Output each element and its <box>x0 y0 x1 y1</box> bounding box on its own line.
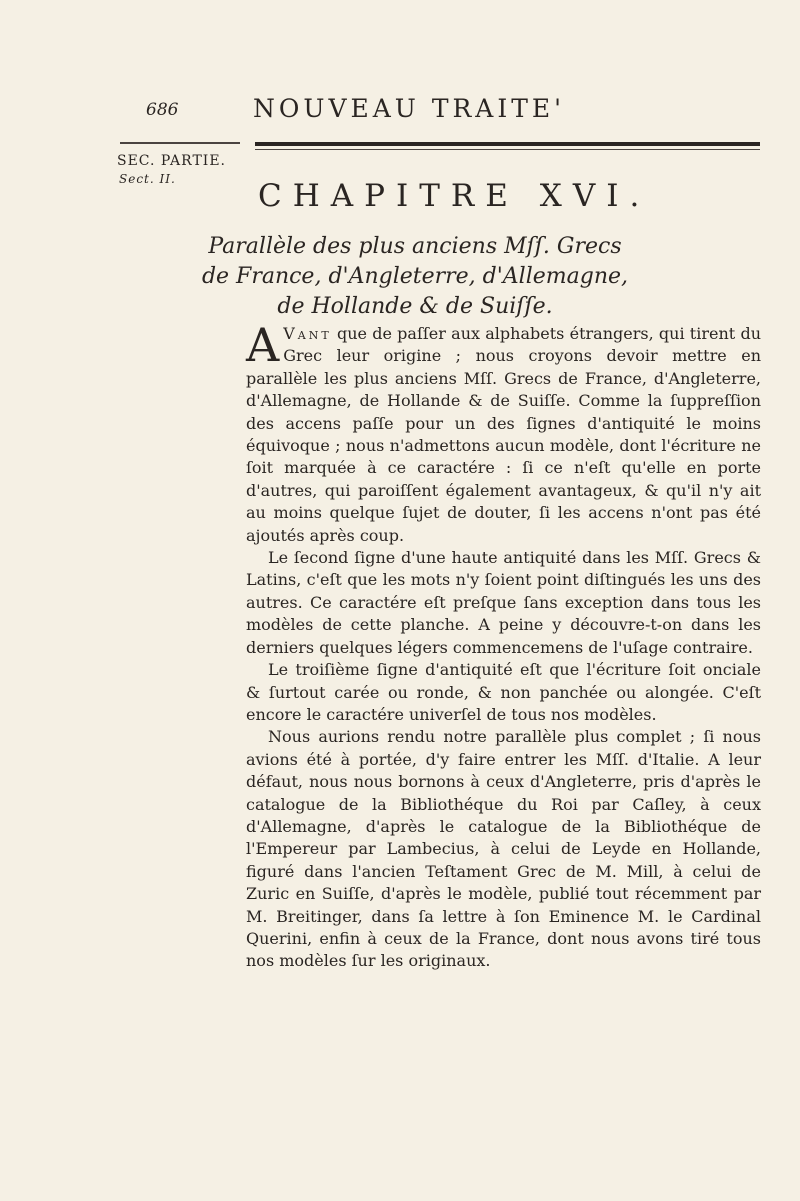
paragraph-2: Le ſecond ſigne d'une haute antiquité dans les Mſſ. Grecs & Latins, c'eſt que les mots n'y ſoient point diſtingués les uns des autres. Ce caractére eſt preſque ſans exception dans tous les modèles de cette planche. A peine y découvre-t-on dans les derniers quelques légers commencemens de l'uſage contraire. <box>246 548 761 657</box>
paragraph-1-text: que de paſſer aux alphabets étrangers, qui tirent du Grec leur origine ; nous croyons devoir mettre en parallèle les plus anciens Mſſ. Grecs de France, d'Angleterre, d'Allemagne, de Hollande & de Suiſſe. Comme la ſuppreſſion des accens paſſe pour un des ſignes d'antiquité le moins équivoque ; nous n'admettons aucun modèle, dont l'écriture ne ſoit marquée à ce caractére : ſi ce n'eſt qu'elle en porte d'autres, qui paroiſſent également avantageux, & qu'il n'y ait au moins quelque ſujet de douter, ſi les accens n'ont pas été ajoutés après coup. <box>246 324 761 545</box>
header-rule-thin <box>255 149 760 150</box>
margin-section-label: Sect. II. <box>119 172 176 186</box>
drop-cap: A <box>246 318 280 372</box>
margin-part-label: SEC. PARTIE. <box>117 153 227 169</box>
body-text <box>246 318 761 973</box>
left-rule <box>120 142 240 144</box>
first-word: Vant <box>283 324 332 343</box>
header-rule-thick <box>255 142 760 146</box>
paragraph-4: Nous aurions rendu notre parallèle plus complet ; ſi nous avions été à portée, d'y faire entrer les Mſſ. d'Italie. A leur défaut, nous nous bornons à ceux d'Angleterre, pris d'après le catalogue de la Bibliothéque du Roi par Caſley, à ceux d'Allemagne, d'après le catalogue de la Bibliothéque de l'Empereur par Lambecius, à celui de Leyde en Hollande, figuré dans l'ancien Teſtament Grec de M. Mill, à celui de Zuric en Suiſſe, d'après le modèle, publié tout récemment par M. Breitinger, dans ſa lettre à ſon Eminence M. le Cardinal Querini, enfin à ceux de la France, dont nous avons tiré tous nos modèles ſur les originaux. <box>246 727 761 971</box>
page-number: 686 <box>146 100 179 120</box>
running-title: NOUVEAU TRAITE' <box>253 94 566 123</box>
chapter-subtitle: Parallèle des plus anciens Mſſ. Grecs de France, d'Angleterre, d'Allemagne, de Hollande & de Suiſſe. <box>201 234 629 319</box>
chapter-title: CHAPITRE XVI. <box>258 178 651 214</box>
paragraph-1 <box>246 318 761 547</box>
paragraph-3: Le troiſième ſigne d'antiquité eſt que l'écriture ſoit onciale & ſurtout carée ou ronde, & non panchée ou alongée. C'eſt encore le caractére univerſel de tous nos modèles. <box>246 660 761 724</box>
